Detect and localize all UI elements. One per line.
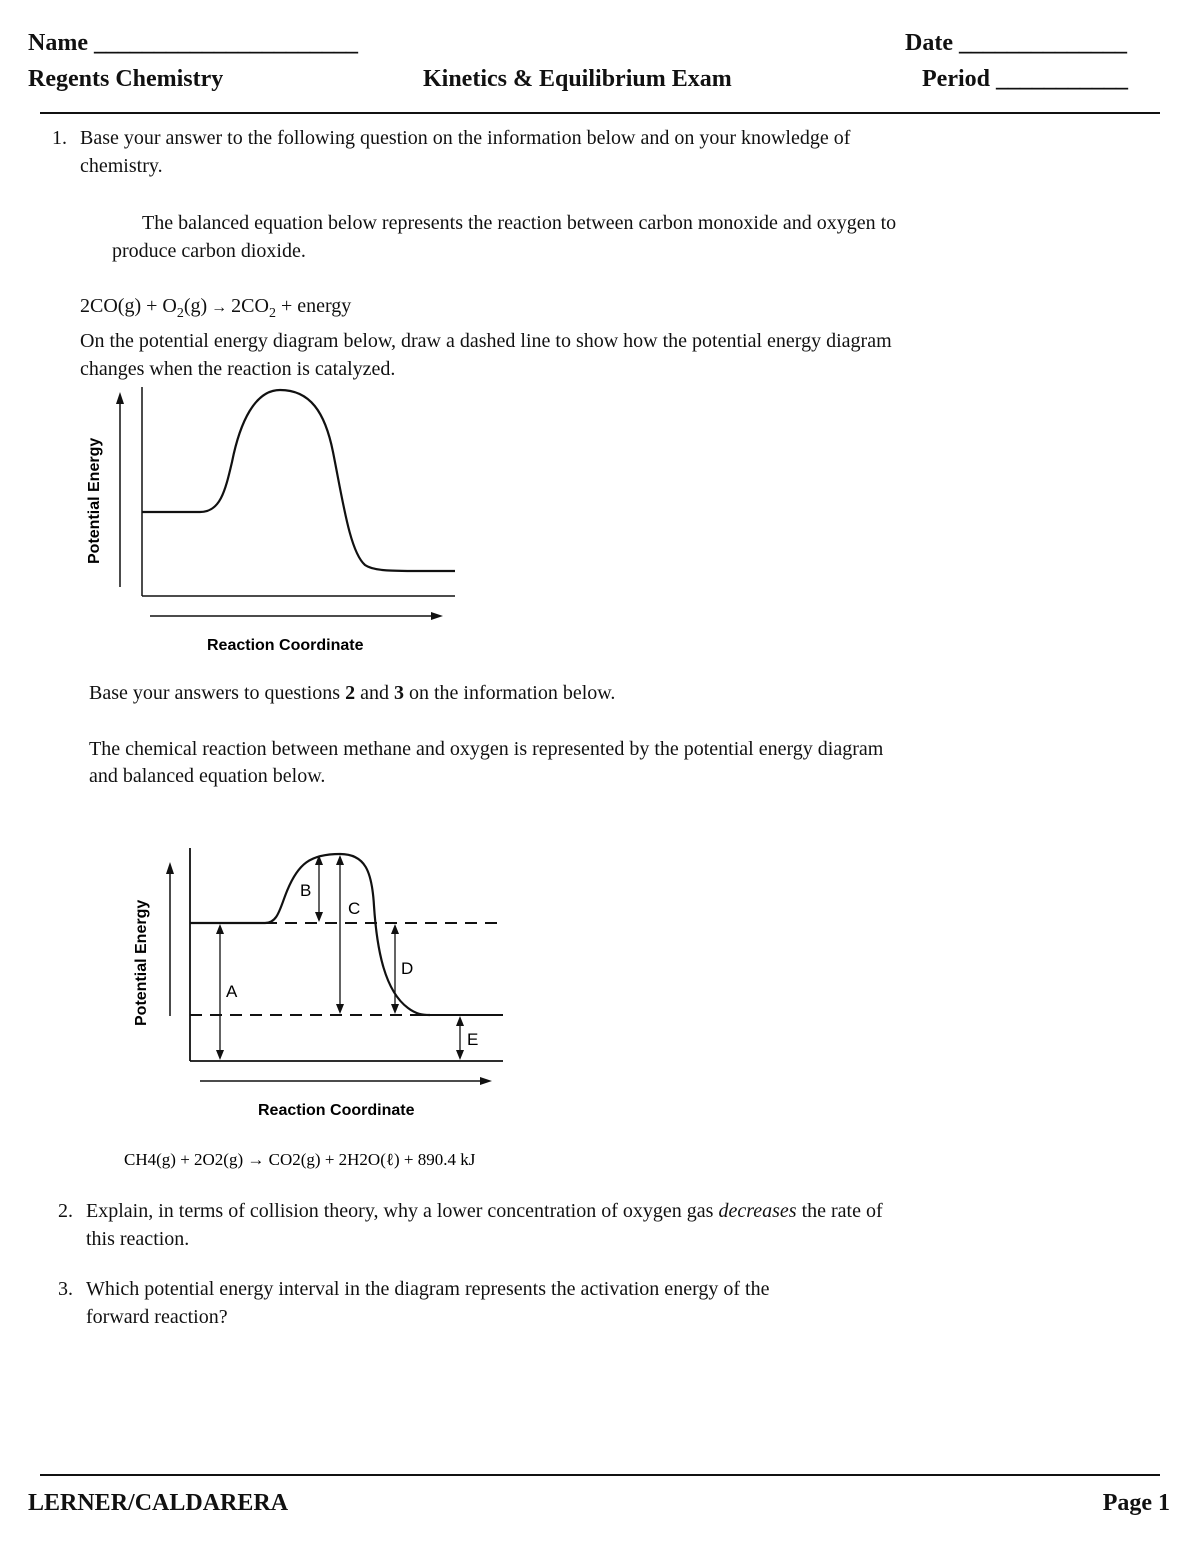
page-number: Page 1 bbox=[1102, 1490, 1170, 1516]
q2-post: the rate of bbox=[796, 1200, 883, 1222]
potential-energy-diagram-2 bbox=[90, 826, 590, 1188]
period-label: Period bbox=[922, 66, 990, 92]
q23-info-line2: and balanced equation below. bbox=[89, 765, 326, 787]
label-b: B bbox=[300, 881, 312, 900]
date-label: Date bbox=[905, 30, 953, 56]
name-label: Name bbox=[28, 30, 88, 56]
q3-line1: Which potential energy interval in the diagram represents the activation energy of the bbox=[86, 1278, 770, 1300]
q2-line1 bbox=[86, 1197, 883, 1225]
q2-emph: decreases bbox=[718, 1200, 797, 1222]
question-1 bbox=[52, 124, 850, 180]
q23-intro-mid: and bbox=[355, 682, 394, 704]
q2-pre: Explain, in terms of collision theory, why a lower concentration of oxygen gas bbox=[86, 1200, 719, 1222]
exam-title: Kinetics & Equilibrium Exam bbox=[423, 66, 732, 92]
period-line bbox=[922, 66, 1128, 93]
energy-curve bbox=[142, 390, 455, 571]
header-rule bbox=[40, 112, 1160, 114]
q1-intro-line2: chemistry. bbox=[80, 155, 163, 177]
diagram2-xlabel: Reaction Coordinate bbox=[258, 1102, 415, 1119]
diagram2-ylabel: Potential Energy bbox=[133, 899, 150, 1026]
q3-line2: forward reaction? bbox=[86, 1306, 228, 1328]
methane-equation: CH4(g) + 2O2(g) → CO2(g) + 2H2O(ℓ) + 890.4 kJ bbox=[124, 1150, 476, 1169]
q23-intro bbox=[89, 679, 615, 707]
name-blank[interactable]: ______________________ bbox=[93, 30, 358, 56]
label-a: A bbox=[226, 982, 238, 1001]
label-e: E bbox=[467, 1030, 479, 1049]
question-2 bbox=[58, 1197, 883, 1253]
diagram1-ylabel: Potential Energy bbox=[86, 437, 103, 564]
footer-rule bbox=[40, 1474, 1160, 1476]
q1-equation: $2CO(g) + O_2(g) \to 2CO_2$ + energy bbox=[80, 295, 352, 321]
question-3-number: 3. bbox=[58, 1278, 73, 1300]
diagram1-xlabel: Reaction Coordinate bbox=[207, 637, 364, 654]
question-1-number: 1. bbox=[52, 127, 67, 149]
x-arrowhead-icon bbox=[480, 1077, 492, 1085]
q1-task-line1: On the potential energy diagram below, draw a dashed line to show how the potential energy diagram bbox=[80, 330, 892, 352]
name-line bbox=[28, 30, 358, 57]
y-arrowhead-icon bbox=[166, 862, 174, 874]
q1-info-line1: The balanced equation below represents the reaction between carbon monoxide and oxygen to bbox=[142, 212, 897, 234]
label-d: D bbox=[401, 959, 414, 978]
period-blank[interactable]: ___________ bbox=[995, 66, 1128, 92]
course-title: Regents Chemistry bbox=[28, 66, 224, 92]
q1-info-line2: produce carbon dioxide. bbox=[112, 240, 306, 262]
q1-task-line2: changes when the reaction is catalyzed. bbox=[80, 358, 396, 380]
q23-intro-pre: Base your answers to questions bbox=[89, 682, 346, 704]
question-3 bbox=[58, 1275, 769, 1331]
question-2-number: 2. bbox=[58, 1200, 73, 1222]
potential-energy-diagram-1 bbox=[75, 382, 475, 662]
q23-info-line1: The chemical reaction between methane and oxygen is represented by the potential energy diagram bbox=[89, 738, 884, 760]
x-arrowhead-icon bbox=[431, 612, 443, 620]
date-blank[interactable]: ______________ bbox=[958, 30, 1127, 56]
q23-intro-q3: 3 bbox=[393, 682, 404, 704]
q2-line2: this reaction. bbox=[86, 1228, 190, 1250]
date-line bbox=[905, 30, 1127, 57]
q1-intro-line1: Base your answer to the following question on the information below and on your knowledge of bbox=[80, 127, 851, 149]
q23-intro-q2: 2 bbox=[345, 682, 356, 704]
footer-authors: LERNER/CALDARERA bbox=[28, 1490, 289, 1516]
y-arrowhead-icon bbox=[116, 392, 124, 404]
label-c: C bbox=[348, 899, 361, 918]
q23-intro-post: on the information below. bbox=[403, 682, 616, 704]
